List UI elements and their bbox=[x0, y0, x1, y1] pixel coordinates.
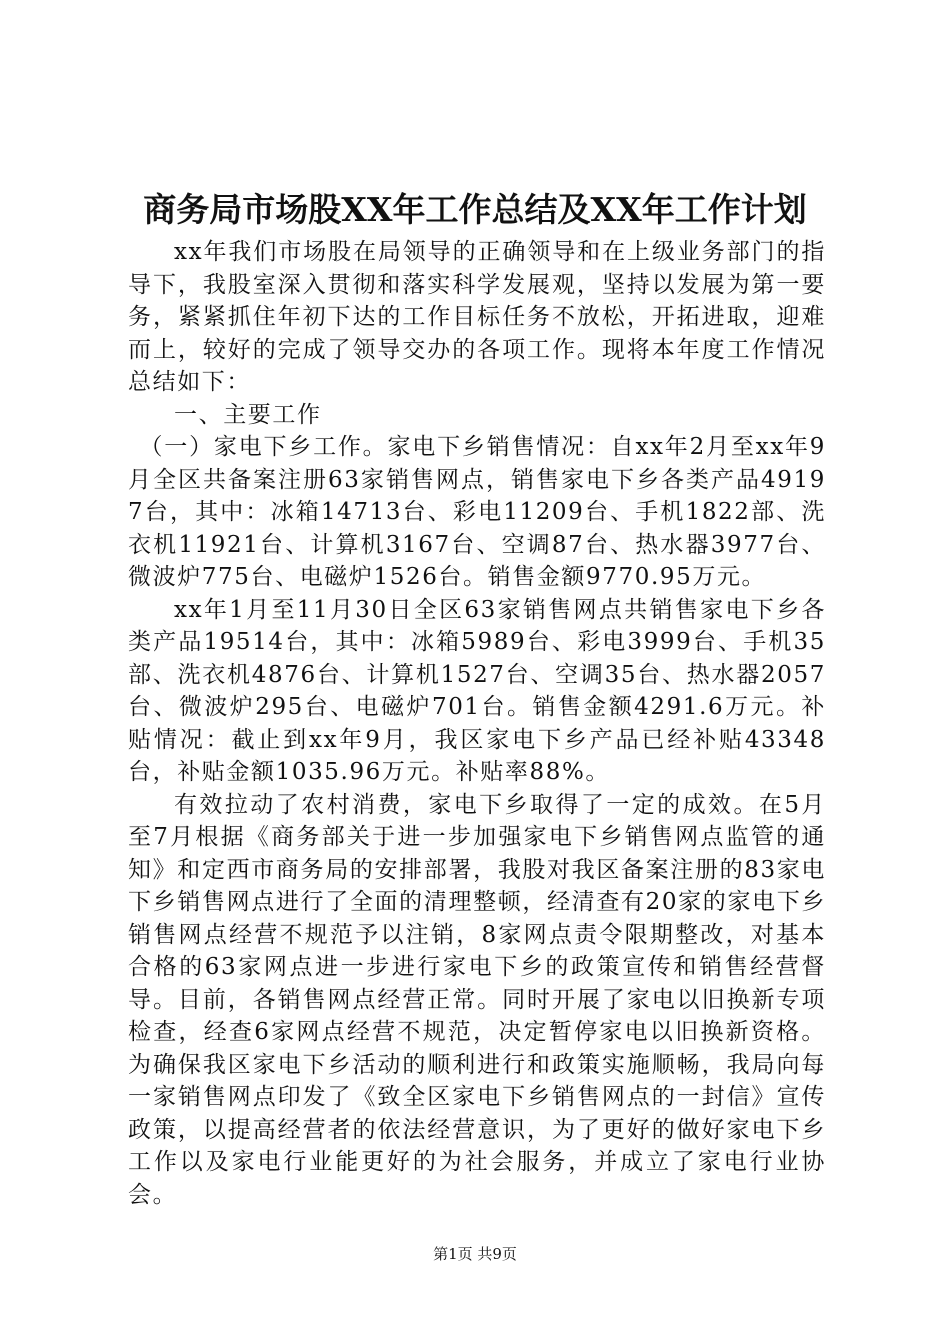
page-number-footer: 第1页 共9页 bbox=[433, 1245, 517, 1263]
paragraph-appliance-sales: （一）家电下乡工作。家电下乡销售情况：自xx年2月至xx年9月全区共备案注册63家销售网点，销售家电下乡各类产品49197台，其中：冰箱14713台、彩电11209台、手机1822部、洗衣机11921台、计算机3167台、空调87台、热水器3977台、微波炉775台、电磁炉1526台。销售金额9770.95万元。 bbox=[128, 434, 826, 590]
document-title: 商务局市场股XX年工作总结及XX年工作计划 bbox=[143, 190, 807, 229]
paragraph-rectification: 有效拉动了农村消费，家电下乡取得了一定的成效。在5月至7月根据《商务部关于进一步加强家电下乡销售网点监管的通知》和定西市商务局的安排部署，我股对我区备案注册的83家电下乡销售网点进行了全面的清理整顿，经清查有20家的家电下乡销售网点经营不规范予以注销，8家网点责令限期整改，对基本合格的63家网点进一步进行家电下乡的政策宣传和销售经营督导。目前，各销售网点经营正常。同时开展了家电以旧换新专项检查，经查6家网点经营不规范，决定暂停家电以旧换新资格。为确保我区家电下乡活动的顺利进行和政策实施顺畅，我局向每一家销售网点印发了《致全区家电下乡销售网点的一封信》宣传政策，以提高经营者的依法经营意识，为了更好的做好家电下乡工作以及家电行业能更好的为社会服务，并成立了家电行业协会。 bbox=[128, 791, 826, 1208]
section-heading-main-work: 一、主要工作 bbox=[174, 401, 322, 428]
paragraph-intro: xx年我们市场股在局领导的正确领导和在上级业务部门的指导下，我股室深入贯彻和落实科学发展观，坚持以发展为第一要务，紧紧抓住年初下达的工作目标任务不放松，开拓进取，迎难而上，较好的完成了领导交办的各项工作。现将本年度工作情况总结如下： bbox=[128, 239, 826, 395]
paragraph-appliance-sales-2: xx年1月至11月30日全区63家销售网点共销售家电下乡各类产品19514台，其中：冰箱5989台、彩电3999台、手机35部、洗衣机4876台、计算机1527台、空调35台、热水器2057台、微波炉295台、电磁炉701台。销售金额4291.6万元。补贴情况：截止到xx年9月，我区家电下乡产品已经补贴43348台，补贴金额1035.96万元。补贴率88%。 bbox=[128, 596, 826, 785]
document-body bbox=[128, 236, 826, 1211]
